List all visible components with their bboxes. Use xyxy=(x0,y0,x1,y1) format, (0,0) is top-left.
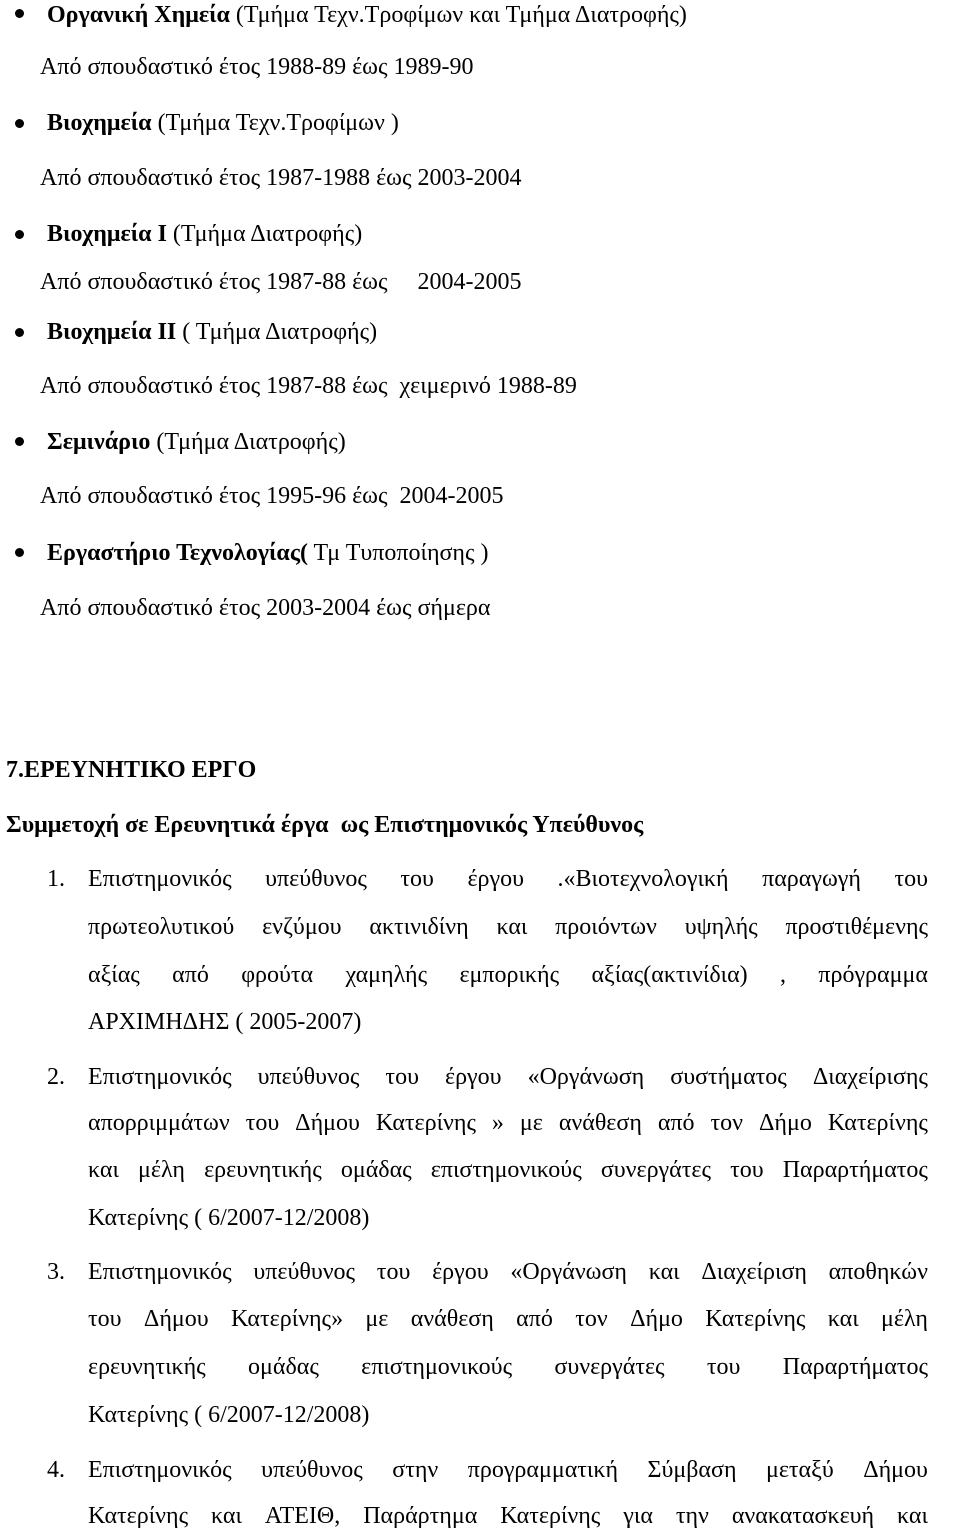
bullet-icon xyxy=(15,437,24,446)
word: ανακατασκευή xyxy=(731,1503,875,1529)
course-title: Βιοχημεία xyxy=(47,110,152,136)
course-title: Σεμινάριο xyxy=(47,429,151,455)
word: του xyxy=(894,866,928,892)
course-period: Από σπουδαστικό έτος 1987-88 έως χειμερινό 1988-89 xyxy=(40,373,577,399)
section-subheading: Συμμετοχή σε Ερευνητικά έργα ως Επιστημονικός Υπεύθυνος xyxy=(6,812,644,838)
word: Παράρτημα xyxy=(363,1503,478,1529)
list-item xyxy=(47,111,399,135)
word: » xyxy=(491,1110,504,1136)
project-line: Κατερίνης ( 6/2007-12/2008) xyxy=(88,1205,370,1231)
course-title: Βιοχημεία Ι xyxy=(47,221,167,247)
project-line xyxy=(88,1307,928,1331)
list-item xyxy=(47,320,377,344)
word: Κατερίνης» xyxy=(230,1306,344,1332)
project-number: 2. xyxy=(47,1064,65,1090)
word: παραγωγή xyxy=(762,866,861,892)
course-title: Οργανική Χημεία xyxy=(47,2,230,28)
word: του xyxy=(706,1354,741,1380)
word: αξίας xyxy=(88,962,140,988)
word: μέλη xyxy=(138,1157,185,1183)
project-line xyxy=(88,915,928,939)
word: έργου xyxy=(432,1259,489,1285)
course-title: Βιοχημεία ΙΙ xyxy=(47,319,177,345)
word: , xyxy=(780,962,786,988)
word: του xyxy=(730,1157,764,1183)
word: εμπορικής xyxy=(459,962,560,988)
word: υπεύθυνος xyxy=(257,1064,360,1090)
word: ερευνητικής xyxy=(88,1354,206,1380)
course-period: Από σπουδαστικό έτος 1987-1988 έως 2003-2004 xyxy=(40,165,522,191)
course-period: Από σπουδαστικό έτος 2003-2004 έως σήμερα xyxy=(40,595,491,621)
word: τον xyxy=(575,1306,608,1332)
word: προιόντων xyxy=(555,914,657,940)
word: υπεύθυνος xyxy=(253,1259,356,1285)
word: ακτινιδίνη xyxy=(369,914,469,940)
project-number: 3. xyxy=(47,1259,65,1285)
project-line: Κατερίνης ( 6/2007-12/2008) xyxy=(88,1402,370,1428)
word: υπεύθυνος xyxy=(261,1457,363,1483)
word: ανάθεση xyxy=(558,1110,642,1136)
word: συνεργάτες xyxy=(554,1354,665,1380)
word: μεταξύ xyxy=(765,1457,834,1483)
word: ενζύμου xyxy=(262,914,342,940)
word: την xyxy=(675,1503,709,1529)
word: ερευνητικής xyxy=(204,1157,322,1183)
project-line xyxy=(88,963,928,987)
word: «Οργάνωση xyxy=(527,1064,645,1090)
word: συνεργάτες xyxy=(600,1157,711,1183)
word: επιστημονικούς xyxy=(430,1157,582,1183)
course-period: Από σπουδαστικό έτος 1987-88 έως 2004-2005 xyxy=(40,269,522,295)
word: Διαχείριση xyxy=(701,1259,807,1285)
course-title: Εργαστήριο Τεχνολογίας( xyxy=(47,540,308,566)
project-line: ΑΡΧΙΜΗΔΗΣ ( 2005-2007) xyxy=(88,1009,362,1035)
word: Κατερίνης xyxy=(500,1503,601,1529)
bullet-icon xyxy=(15,9,24,18)
word: μέλη xyxy=(881,1306,928,1332)
word: Δήμου xyxy=(143,1306,209,1332)
word: Επιστημονικός xyxy=(88,866,232,892)
word: υψηλής xyxy=(684,914,758,940)
word: και xyxy=(496,914,528,940)
word: έργου xyxy=(445,1064,502,1090)
word: του xyxy=(88,1306,122,1332)
word: χαμηλής xyxy=(345,962,428,988)
project-line xyxy=(88,1458,928,1482)
project-line xyxy=(88,1355,928,1379)
word: και xyxy=(88,1157,119,1183)
word: έργου xyxy=(467,866,524,892)
word: Διαχείρισης xyxy=(812,1064,928,1090)
course-dept: (Τμήμα Τεχν.Τροφίμων και Τμήμα Διατροφής) xyxy=(229,2,687,28)
word: του xyxy=(400,866,434,892)
word: επιστημονικούς xyxy=(361,1354,513,1380)
project-line xyxy=(88,1111,928,1135)
word: από xyxy=(516,1306,553,1332)
word: και xyxy=(827,1306,859,1332)
list-item xyxy=(47,222,362,246)
word: απορριμμάτων xyxy=(88,1110,230,1136)
word: Επιστημονικός xyxy=(88,1064,232,1090)
word: με xyxy=(365,1306,389,1332)
word: ανάθεση xyxy=(410,1306,494,1332)
word: προστιθέμενης xyxy=(785,914,928,940)
project-line xyxy=(88,1065,928,1089)
list-item xyxy=(47,430,346,454)
project-line xyxy=(88,1260,928,1284)
word: πρόγραμμα xyxy=(818,962,928,988)
word: Δήμο xyxy=(758,1110,812,1136)
word: πρωτεολυτικού xyxy=(88,914,235,940)
list-item xyxy=(47,541,488,565)
word: του xyxy=(385,1064,419,1090)
word: του xyxy=(376,1259,411,1285)
list-item xyxy=(47,3,687,27)
project-line xyxy=(88,867,928,891)
word: Επιστημονικός xyxy=(88,1259,232,1285)
word: από xyxy=(657,1110,695,1136)
course-dept: (Τμήμα Διατροφής) xyxy=(166,221,363,247)
word: Κατερίνης xyxy=(827,1110,928,1136)
word: Κατερίνης xyxy=(375,1110,476,1136)
word: Κατερίνης xyxy=(705,1306,806,1332)
course-dept: ( Τμήμα Διατροφής) xyxy=(176,319,378,345)
bullet-icon xyxy=(15,119,24,128)
course-dept: (Τμήμα Τεχν.Τροφίμων ) xyxy=(151,110,399,136)
course-period: Από σπουδαστικό έτος 1995-96 έως 2004-2005 xyxy=(40,483,504,509)
word: Δήμο xyxy=(630,1306,683,1332)
word: Σύμβαση xyxy=(647,1457,737,1483)
project-number: 4. xyxy=(47,1457,65,1483)
word: αποθηκών xyxy=(828,1259,928,1285)
word: Δήμου xyxy=(863,1457,928,1483)
word: και xyxy=(211,1503,242,1529)
word: Επιστημονικός xyxy=(88,1457,232,1483)
word: και xyxy=(897,1503,928,1529)
word: φρούτα xyxy=(241,962,314,988)
word: ομάδας xyxy=(248,1354,319,1380)
course-dept: Τμ Τυποποίησης ) xyxy=(307,540,489,566)
word: συστήματος xyxy=(670,1064,787,1090)
word: τον xyxy=(710,1110,744,1136)
project-line xyxy=(88,1158,928,1182)
course-dept: (Τμήμα Διατροφής) xyxy=(150,429,346,455)
word: Κατερίνης xyxy=(88,1503,189,1529)
project-line xyxy=(88,1504,928,1528)
word: Παραρτήματος xyxy=(782,1157,928,1183)
bullet-icon xyxy=(15,548,24,557)
word: .«Βιοτεχνολογική xyxy=(557,866,729,892)
word: για xyxy=(623,1503,653,1529)
word: με xyxy=(519,1110,543,1136)
word: Δήμου xyxy=(295,1110,360,1136)
course-period: Από σπουδαστικό έτος 1988-89 έως 1989-90 xyxy=(40,54,474,80)
word: αξίας(ακτινίδια) xyxy=(591,962,748,988)
word: «Οργάνωση xyxy=(510,1259,627,1285)
word: ομάδας xyxy=(340,1157,412,1183)
word: ΑΤΕΙΘ, xyxy=(264,1503,341,1529)
word: και xyxy=(648,1259,680,1285)
word: Παραρτήματος xyxy=(782,1354,928,1380)
word: υπεύθυνος xyxy=(265,866,367,892)
project-number: 1. xyxy=(47,866,65,892)
bullet-icon xyxy=(15,230,24,239)
word: στην xyxy=(392,1457,439,1483)
word: προγραμματική xyxy=(467,1457,619,1483)
word: του xyxy=(245,1110,280,1136)
word: από xyxy=(172,962,209,988)
section-heading: 7.ΕΡΕΥΝΗΤΙΚΟ ΕΡΓΟ xyxy=(6,757,257,783)
bullet-icon xyxy=(15,328,24,337)
